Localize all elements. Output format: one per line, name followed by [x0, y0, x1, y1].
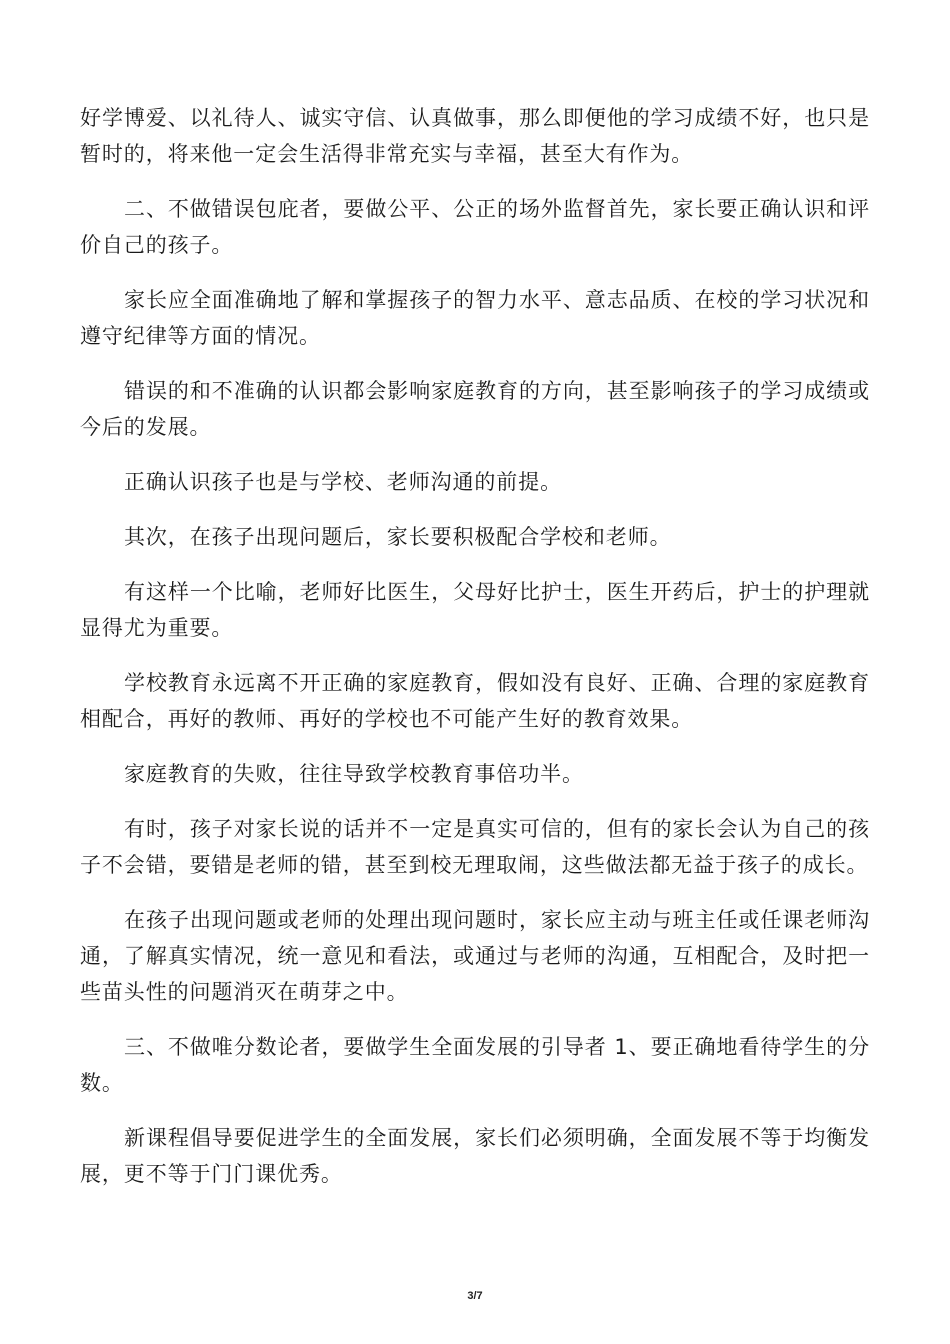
- paragraph: 新课程倡导要促进学生的全面发展，家长们必须明确，全面发展不等于均衡发展，更不等于门门课优秀。: [80, 1126, 870, 1186]
- paragraph: 家长应全面准确地了解和掌握孩子的智力水平、意志品质、在校的学习状况和遵守纪律等方面的情况。: [80, 288, 870, 348]
- paragraph: 有这样一个比喻，老师好比医生，父母好比护士，医生开药后，护士的护理就显得尤为重要。: [80, 580, 870, 640]
- paragraph: 在孩子出现问题或老师的处理出现问题时，家长应主动与班主任或任课老师沟通，了解真实情况，统一意见和看法，或通过与老师的沟通，互相配合，及时把一些苗头性的问题消灭在萌芽之中。: [80, 908, 870, 1004]
- paragraph: 学校教育永远离不开正确的家庭教育，假如没有良好、正确、合理的家庭教育相配合，再好的教师、再好的学校也不可能产生好的教育效果。: [80, 671, 870, 731]
- paragraph: 好学博爱、以礼待人、诚实守信、认真做事，那么即便他的学习成绩不好，也只是暂时的，将来他一定会生活得非常充实与幸福，甚至大有作为。: [80, 106, 870, 166]
- paragraph: 其次，在孩子出现问题后，家长要积极配合学校和老师。: [124, 525, 672, 549]
- paragraph: 有时，孩子对家长说的话并不一定是真实可信的，但有的家长会认为自己的孩子不会错，要错是老师的错，甚至到校无理取闹，这些做法都无益于孩子的成长。: [80, 817, 870, 877]
- paragraph: 二、不做错误包庇者，要做公平、公正的场外监督首先，家长要正确认识和评价自己的孩子。: [80, 197, 870, 257]
- paragraph: 正确认识孩子也是与学校、老师沟通的前提。: [124, 470, 562, 494]
- paragraph: 三、不做唯分数论者，要做学生全面发展的引导者 1、要正确地看待学生的分数。: [80, 1035, 870, 1095]
- document-body: [80, 100, 870, 1211]
- paragraph: 错误的和不准确的认识都会影响家庭教育的方向，甚至影响孩子的学习成绩或今后的发展。: [80, 379, 870, 439]
- page-number: 3/7: [467, 1290, 483, 1302]
- paragraph: 家庭教育的失败，往往导致学校教育事倍功半。: [124, 762, 584, 786]
